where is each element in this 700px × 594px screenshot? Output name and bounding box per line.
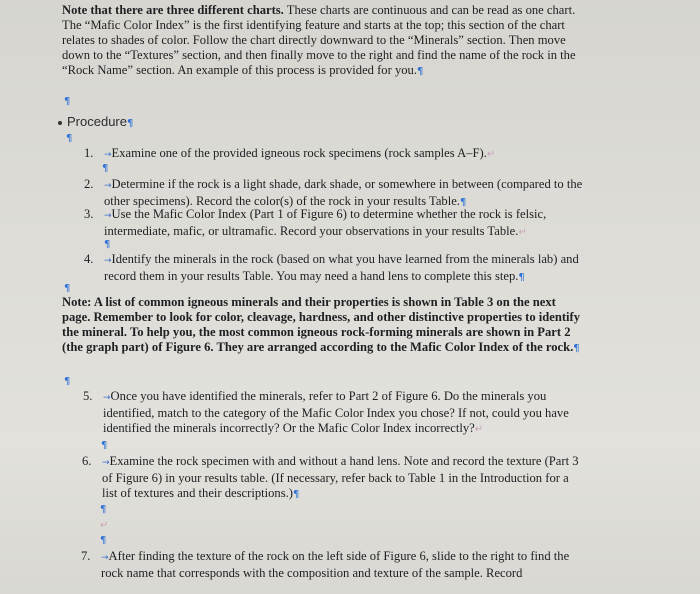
step-number: 4. xyxy=(84,252,94,266)
step-text: Use the Mafic Color Index (Part 1 of Figure 6) to determine whether the rock is felsic, intermediate, mafic, or ultramafic. Record your observations in your results Table. xyxy=(104,207,547,238)
pilcrow-icon: ¶ xyxy=(459,197,467,208)
return-icon: ↵ xyxy=(518,227,527,238)
procedure-heading-text: Procedure xyxy=(67,114,127,129)
tab-arrow-icon: → xyxy=(104,256,112,266)
step-number: 7. xyxy=(81,549,91,563)
note-paragraph xyxy=(62,295,587,356)
tab-arrow-icon: → xyxy=(101,553,109,563)
list-item xyxy=(84,207,584,240)
tab-arrow-icon: → xyxy=(104,211,112,221)
return-icon: ↵ xyxy=(100,520,109,531)
return-icon: ↵ xyxy=(474,424,484,435)
list-item xyxy=(81,549,581,581)
step-number: 6. xyxy=(82,454,92,468)
pilcrow-icon: ¶ xyxy=(100,504,107,515)
step-text: After finding the texture of the rock on the left side of Figure 6, slide to the right to find the rock name that corresponds with the composition and texture of the sample. Record xyxy=(101,549,570,580)
list-item xyxy=(84,146,604,163)
step-number: 1. xyxy=(84,146,94,160)
pilcrow-icon: ¶ xyxy=(64,283,71,294)
pilcrow-icon: ¶ xyxy=(292,489,300,500)
pilcrow-icon: ¶ xyxy=(518,272,525,283)
tab-arrow-icon: → xyxy=(103,393,111,403)
step-number: 3. xyxy=(84,207,94,221)
step-text: Examine one of the provided igneous rock specimens (rock samples A–F). xyxy=(111,146,487,160)
step-text: Examine the rock specimen with and without a hand lens. Note and record the texture (Part 3 of Figure 6) in your results table. (If necessary, refer back to Table 1 in the Introduction for a list of textures and their descriptions.) xyxy=(102,454,579,500)
step-number: 2. xyxy=(84,177,94,191)
intro-text: These charts are continuous and can be read as one chart. The “Mafic Color Index” is the first identifying feature and starts at the top; this section of the chart relates to shades of color. Follow the chart directly downward to the “Minerals” section. Then move down to the “Textures” section, and then finally move to the right and find the name of the rock in the “Rock Name” section. An example of this process is provided for you. xyxy=(62,3,576,77)
pilcrow-icon: ¶ xyxy=(104,239,111,250)
pilcrow-icon: ¶ xyxy=(126,118,134,129)
pilcrow-icon: ¶ xyxy=(417,66,424,77)
pilcrow-icon: ¶ xyxy=(64,96,71,107)
note-text: Note: A list of common igneous minerals and their properties is shown in Table 3 on the next page. Remember to look for color, cleavage, hardness, and other distinctive properties to identify the mineral. To help you, the most common igneous rock-forming minerals are shown in Part 2 (the graph part) of Figure 6. They are arranged according to the Mafic Color Index of the rock. xyxy=(62,295,581,354)
list-item xyxy=(84,177,592,210)
step-number: 5. xyxy=(83,389,93,403)
pilcrow-icon: ¶ xyxy=(66,133,73,144)
tab-arrow-icon: → xyxy=(104,181,112,191)
step-text: Once you have identified the minerals, refer to Part 2 of Figure 6. Do the minerals you identified, match to the category of the Mafic Color Index you chose? If not, could you have identified the minerals incorrectly? Or the Mafic Color Index incorrectly? xyxy=(103,389,569,435)
bullet-icon xyxy=(58,121,62,125)
list-item xyxy=(82,454,582,502)
return-icon: ↵ xyxy=(486,149,496,160)
step-text: Identify the minerals in the rock (based on what you have learned from the minerals lab) and record them in your results Table. You may need a hand lens to complete this step. xyxy=(104,252,579,283)
procedure-heading xyxy=(58,114,133,131)
intro-paragraph xyxy=(62,3,582,79)
list-item xyxy=(83,389,583,437)
tab-arrow-icon: → xyxy=(102,458,110,468)
pilcrow-icon: ¶ xyxy=(64,376,71,387)
pilcrow-icon: ¶ xyxy=(573,343,580,354)
pilcrow-icon: ¶ xyxy=(101,440,108,451)
pilcrow-icon: ¶ xyxy=(100,535,107,546)
pilcrow-icon: ¶ xyxy=(102,163,109,174)
tab-arrow-icon: → xyxy=(104,150,112,160)
intro-bold-lead: Note that there are three different charts. xyxy=(62,3,284,17)
step-text: Determine if the rock is a light shade, dark shade, or somewhere in between (compared to the other specimens). Record the color(s) of the rock in your results Table. xyxy=(104,177,583,208)
list-item xyxy=(84,252,594,285)
